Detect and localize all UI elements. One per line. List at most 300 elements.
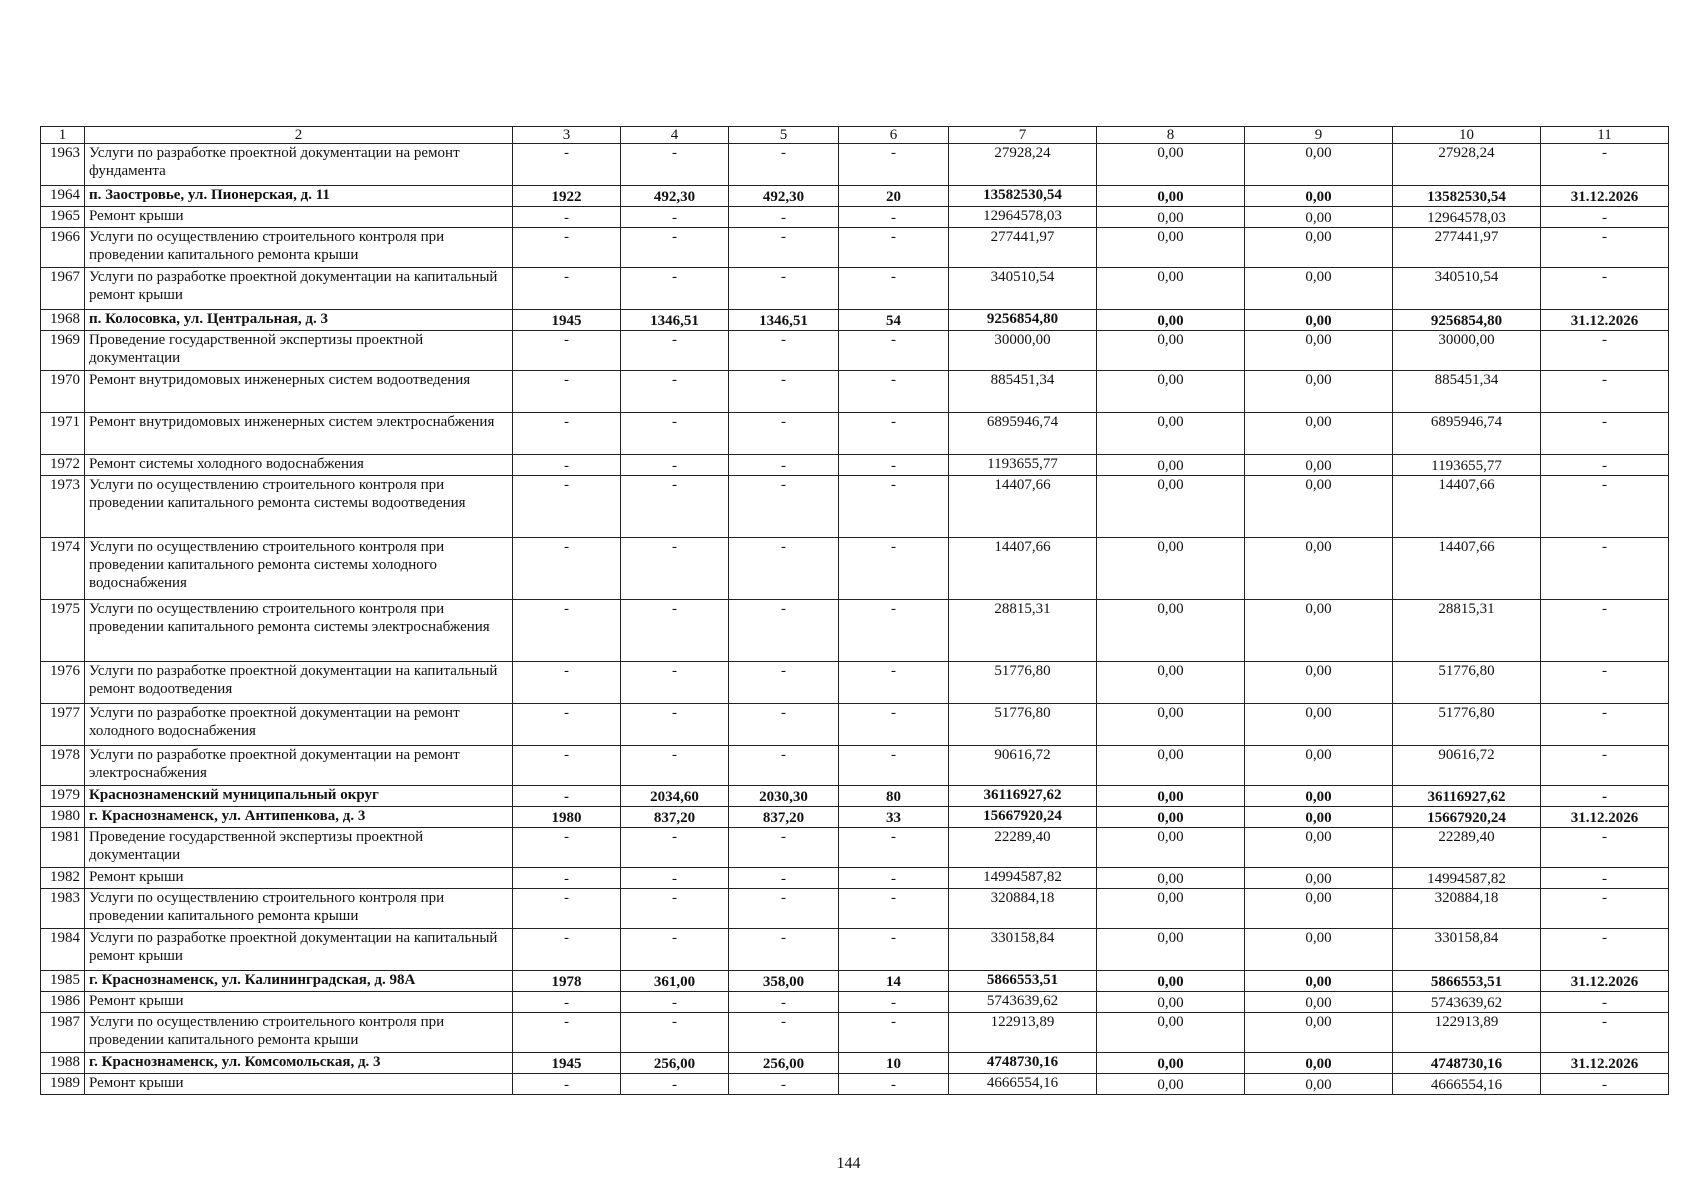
col10-cell: 4666554,16 bbox=[1393, 1074, 1541, 1095]
col4-cell: - bbox=[621, 1074, 729, 1095]
table-row bbox=[41, 268, 1669, 310]
col9-cell: 0,00 bbox=[1245, 310, 1393, 331]
work-name-cell: г. Краснознаменск, ул. Комсомольская, д. 3 bbox=[85, 1053, 513, 1074]
row-number-cell: 1988 bbox=[41, 1053, 85, 1074]
col4-cell: - bbox=[621, 207, 729, 228]
col6-cell: - bbox=[839, 476, 949, 538]
col9-cell: 0,00 bbox=[1245, 1053, 1393, 1074]
work-name-cell: Ремонт системы холодного водоснабжения bbox=[85, 455, 513, 476]
row-number-cell: 1986 bbox=[41, 992, 85, 1013]
col5-cell: - bbox=[729, 331, 839, 371]
col4-cell: 1346,51 bbox=[621, 310, 729, 331]
col10-cell: 51776,80 bbox=[1393, 704, 1541, 746]
col11-cell: - bbox=[1541, 828, 1669, 868]
row-number-cell: 1968 bbox=[41, 310, 85, 331]
work-name-cell: Услуги по осуществлению строительного контроля при проведении капитального ремонта крыши bbox=[85, 228, 513, 268]
col8-cell: 0,00 bbox=[1097, 144, 1245, 186]
col3-cell: 1922 bbox=[513, 186, 621, 207]
table-row bbox=[41, 600, 1669, 662]
col10-cell: 330158,84 bbox=[1393, 929, 1541, 971]
work-name-cell: Краснознаменский муниципальный округ bbox=[85, 786, 513, 807]
col6-cell: - bbox=[839, 868, 949, 889]
col4-cell: - bbox=[621, 662, 729, 704]
col4-cell: - bbox=[621, 331, 729, 371]
col6-cell: 33 bbox=[839, 807, 949, 828]
col7-cell: 9256854,80 bbox=[949, 310, 1097, 331]
col5-cell: 358,00 bbox=[729, 971, 839, 992]
col5-cell: - bbox=[729, 455, 839, 476]
col7-cell: 4748730,16 bbox=[949, 1053, 1097, 1074]
col3-cell: - bbox=[513, 455, 621, 476]
col3-cell: - bbox=[513, 889, 621, 929]
col5-cell: - bbox=[729, 828, 839, 868]
col3-cell: - bbox=[513, 992, 621, 1013]
col11-cell: - bbox=[1541, 929, 1669, 971]
table-row bbox=[41, 228, 1669, 268]
work-name-cell: Проведение государственной экспертизы проектной документации bbox=[85, 331, 513, 371]
col10-cell: 22289,40 bbox=[1393, 828, 1541, 868]
col4-cell: 256,00 bbox=[621, 1053, 729, 1074]
row-number-cell: 1971 bbox=[41, 413, 85, 455]
col3-cell: - bbox=[513, 413, 621, 455]
table-row bbox=[41, 455, 1669, 476]
page-number: 144 bbox=[836, 1155, 861, 1172]
row-number-cell: 1979 bbox=[41, 786, 85, 807]
col3-cell: - bbox=[513, 538, 621, 600]
col11-cell: - bbox=[1541, 538, 1669, 600]
row-number-cell: 1964 bbox=[41, 186, 85, 207]
table-row bbox=[41, 186, 1669, 207]
col7-cell: 51776,80 bbox=[949, 704, 1097, 746]
col6-cell: - bbox=[839, 889, 949, 929]
col6-cell: - bbox=[839, 144, 949, 186]
col3-cell: - bbox=[513, 868, 621, 889]
col9-cell: 0,00 bbox=[1245, 268, 1393, 310]
col5-cell: - bbox=[729, 889, 839, 929]
col3-cell: 1978 bbox=[513, 971, 621, 992]
col8-cell: 0,00 bbox=[1097, 828, 1245, 868]
col5-cell: - bbox=[729, 371, 839, 413]
table-row bbox=[41, 1013, 1669, 1053]
col8-cell: 0,00 bbox=[1097, 704, 1245, 746]
col11-cell: - bbox=[1541, 704, 1669, 746]
col9-cell: 0,00 bbox=[1245, 662, 1393, 704]
col6-cell: - bbox=[839, 929, 949, 971]
column-header: 2 bbox=[85, 127, 513, 144]
col9-cell: 0,00 bbox=[1245, 786, 1393, 807]
col3-cell: - bbox=[513, 476, 621, 538]
col10-cell: 320884,18 bbox=[1393, 889, 1541, 929]
col5-cell: - bbox=[729, 413, 839, 455]
col4-cell: 361,00 bbox=[621, 971, 729, 992]
row-number-cell: 1974 bbox=[41, 538, 85, 600]
col4-cell: - bbox=[621, 144, 729, 186]
col9-cell: 0,00 bbox=[1245, 538, 1393, 600]
col11-cell: - bbox=[1541, 1074, 1669, 1095]
col10-cell: 12964578,03 bbox=[1393, 207, 1541, 228]
work-name-cell: Ремонт крыши bbox=[85, 207, 513, 228]
col11-cell: 31.12.2026 bbox=[1541, 186, 1669, 207]
col7-cell: 28815,31 bbox=[949, 600, 1097, 662]
column-header: 5 bbox=[729, 127, 839, 144]
work-name-cell: Услуги по разработке проектной документации на ремонт фундамента bbox=[85, 144, 513, 186]
work-name-cell: Ремонт внутридомовых инженерных систем водоотведения bbox=[85, 371, 513, 413]
work-name-cell: Проведение государственной экспертизы проектной документации bbox=[85, 828, 513, 868]
row-number-cell: 1976 bbox=[41, 662, 85, 704]
table-row bbox=[41, 538, 1669, 600]
col4-cell: - bbox=[621, 828, 729, 868]
col10-cell: 9256854,80 bbox=[1393, 310, 1541, 331]
row-number-cell: 1965 bbox=[41, 207, 85, 228]
col11-cell: 31.12.2026 bbox=[1541, 310, 1669, 331]
table-row bbox=[41, 971, 1669, 992]
col5-cell: - bbox=[729, 476, 839, 538]
col6-cell: - bbox=[839, 268, 949, 310]
work-name-cell: Услуги по разработке проектной документации на капитальный ремонт крыши bbox=[85, 268, 513, 310]
col4-cell: - bbox=[621, 929, 729, 971]
col7-cell: 22289,40 bbox=[949, 828, 1097, 868]
col9-cell: 0,00 bbox=[1245, 207, 1393, 228]
col9-cell: 0,00 bbox=[1245, 868, 1393, 889]
work-name-cell: Услуги по осуществлению строительного контроля при проведении капитального ремонта системы холодного водоснабжения bbox=[85, 538, 513, 600]
col11-cell: - bbox=[1541, 889, 1669, 929]
col11-cell: - bbox=[1541, 144, 1669, 186]
col7-cell: 15667920,24 bbox=[949, 807, 1097, 828]
col9-cell: 0,00 bbox=[1245, 704, 1393, 746]
row-number-cell: 1987 bbox=[41, 1013, 85, 1053]
work-name-cell: Ремонт внутридомовых инженерных систем электроснабжения bbox=[85, 413, 513, 455]
table-row bbox=[41, 144, 1669, 186]
col10-cell: 36116927,62 bbox=[1393, 786, 1541, 807]
col5-cell: - bbox=[729, 992, 839, 1013]
col8-cell: 0,00 bbox=[1097, 807, 1245, 828]
col5-cell: - bbox=[729, 538, 839, 600]
work-name-cell: г. Краснознаменск, ул. Калининградская, д. 98А bbox=[85, 971, 513, 992]
col4-cell: - bbox=[621, 600, 729, 662]
col7-cell: 5743639,62 bbox=[949, 992, 1097, 1013]
col6-cell: - bbox=[839, 746, 949, 786]
col3-cell: - bbox=[513, 600, 621, 662]
col6-cell: 14 bbox=[839, 971, 949, 992]
work-name-cell: Ремонт крыши bbox=[85, 1074, 513, 1095]
col11-cell: 31.12.2026 bbox=[1541, 1053, 1669, 1074]
col11-cell: - bbox=[1541, 455, 1669, 476]
col10-cell: 4748730,16 bbox=[1393, 1053, 1541, 1074]
table-row bbox=[41, 1074, 1669, 1095]
col5-cell: 837,20 bbox=[729, 807, 839, 828]
col7-cell: 1193655,77 bbox=[949, 455, 1097, 476]
work-name-cell: Услуги по осуществлению строительного контроля при проведении капитального ремонта крыши bbox=[85, 889, 513, 929]
col11-cell: - bbox=[1541, 746, 1669, 786]
col3-cell: - bbox=[513, 228, 621, 268]
col6-cell: - bbox=[839, 1074, 949, 1095]
col3-cell: 1980 bbox=[513, 807, 621, 828]
table-row bbox=[41, 662, 1669, 704]
col4-cell: - bbox=[621, 868, 729, 889]
col5-cell: - bbox=[729, 662, 839, 704]
col9-cell: 0,00 bbox=[1245, 929, 1393, 971]
col7-cell: 14994587,82 bbox=[949, 868, 1097, 889]
col3-cell: - bbox=[513, 268, 621, 310]
col11-cell: - bbox=[1541, 331, 1669, 371]
row-number-cell: 1972 bbox=[41, 455, 85, 476]
col9-cell: 0,00 bbox=[1245, 476, 1393, 538]
col6-cell: 80 bbox=[839, 786, 949, 807]
col6-cell: - bbox=[839, 207, 949, 228]
col7-cell: 885451,34 bbox=[949, 371, 1097, 413]
col8-cell: 0,00 bbox=[1097, 868, 1245, 889]
column-header-row bbox=[41, 127, 1669, 144]
col10-cell: 30000,00 bbox=[1393, 331, 1541, 371]
col5-cell: 1346,51 bbox=[729, 310, 839, 331]
row-number-cell: 1981 bbox=[41, 828, 85, 868]
col10-cell: 122913,89 bbox=[1393, 1013, 1541, 1053]
col11-cell: - bbox=[1541, 992, 1669, 1013]
col4-cell: 2034,60 bbox=[621, 786, 729, 807]
work-name-cell: Услуги по осуществлению строительного контроля при проведении капитального ремонта системы электроснабжения bbox=[85, 600, 513, 662]
work-name-cell: п. Колосовка, ул. Центральная, д. 3 bbox=[85, 310, 513, 331]
col10-cell: 14994587,82 bbox=[1393, 868, 1541, 889]
col8-cell: 0,00 bbox=[1097, 207, 1245, 228]
col7-cell: 14407,66 bbox=[949, 538, 1097, 600]
row-number-cell: 1963 bbox=[41, 144, 85, 186]
table-row bbox=[41, 371, 1669, 413]
table-row bbox=[41, 807, 1669, 828]
col11-cell: - bbox=[1541, 228, 1669, 268]
work-name-cell: Услуги по разработке проектной документации на ремонт холодного водоснабжения bbox=[85, 704, 513, 746]
row-number-cell: 1975 bbox=[41, 600, 85, 662]
col5-cell: 256,00 bbox=[729, 1053, 839, 1074]
col8-cell: 0,00 bbox=[1097, 1074, 1245, 1095]
col6-cell: - bbox=[839, 1013, 949, 1053]
table-row bbox=[41, 476, 1669, 538]
col8-cell: 0,00 bbox=[1097, 538, 1245, 600]
col3-cell: 1945 bbox=[513, 310, 621, 331]
col4-cell: - bbox=[621, 992, 729, 1013]
work-name-cell: Ремонт крыши bbox=[85, 992, 513, 1013]
col6-cell: - bbox=[839, 704, 949, 746]
col10-cell: 1193655,77 bbox=[1393, 455, 1541, 476]
col6-cell: - bbox=[839, 331, 949, 371]
row-number-cell: 1982 bbox=[41, 868, 85, 889]
col11-cell: 31.12.2026 bbox=[1541, 807, 1669, 828]
col10-cell: 14407,66 bbox=[1393, 476, 1541, 538]
table-row bbox=[41, 310, 1669, 331]
column-header: 11 bbox=[1541, 127, 1669, 144]
col5-cell: - bbox=[729, 268, 839, 310]
col8-cell: 0,00 bbox=[1097, 186, 1245, 207]
column-header: 3 bbox=[513, 127, 621, 144]
col6-cell: - bbox=[839, 662, 949, 704]
col3-cell: - bbox=[513, 144, 621, 186]
table-row bbox=[41, 868, 1669, 889]
table-row bbox=[41, 1053, 1669, 1074]
table-row bbox=[41, 746, 1669, 786]
col3-cell: 1945 bbox=[513, 1053, 621, 1074]
col5-cell: - bbox=[729, 1013, 839, 1053]
row-number-cell: 1989 bbox=[41, 1074, 85, 1095]
col6-cell: - bbox=[839, 371, 949, 413]
col8-cell: 0,00 bbox=[1097, 455, 1245, 476]
col10-cell: 340510,54 bbox=[1393, 268, 1541, 310]
col3-cell: - bbox=[513, 207, 621, 228]
col11-cell: - bbox=[1541, 786, 1669, 807]
row-number-cell: 1983 bbox=[41, 889, 85, 929]
table-row bbox=[41, 704, 1669, 746]
table-row bbox=[41, 929, 1669, 971]
col8-cell: 0,00 bbox=[1097, 413, 1245, 455]
table-row bbox=[41, 331, 1669, 371]
row-number-cell: 1966 bbox=[41, 228, 85, 268]
col3-cell: - bbox=[513, 1074, 621, 1095]
col6-cell: - bbox=[839, 538, 949, 600]
col10-cell: 14407,66 bbox=[1393, 538, 1541, 600]
column-header: 4 bbox=[621, 127, 729, 144]
col3-cell: - bbox=[513, 662, 621, 704]
col7-cell: 122913,89 bbox=[949, 1013, 1097, 1053]
col7-cell: 4666554,16 bbox=[949, 1074, 1097, 1095]
col10-cell: 28815,31 bbox=[1393, 600, 1541, 662]
col7-cell: 14407,66 bbox=[949, 476, 1097, 538]
row-number-cell: 1970 bbox=[41, 371, 85, 413]
col7-cell: 30000,00 bbox=[949, 331, 1097, 371]
col6-cell: 10 bbox=[839, 1053, 949, 1074]
col5-cell: 492,30 bbox=[729, 186, 839, 207]
col10-cell: 885451,34 bbox=[1393, 371, 1541, 413]
col3-cell: - bbox=[513, 746, 621, 786]
row-number-cell: 1969 bbox=[41, 331, 85, 371]
data-table bbox=[40, 126, 1669, 1095]
col10-cell: 6895946,74 bbox=[1393, 413, 1541, 455]
col7-cell: 13582530,54 bbox=[949, 186, 1097, 207]
col4-cell: - bbox=[621, 268, 729, 310]
col10-cell: 51776,80 bbox=[1393, 662, 1541, 704]
row-number-cell: 1967 bbox=[41, 268, 85, 310]
col9-cell: 0,00 bbox=[1245, 455, 1393, 476]
col11-cell: - bbox=[1541, 600, 1669, 662]
col3-cell: - bbox=[513, 786, 621, 807]
column-header: 9 bbox=[1245, 127, 1393, 144]
col8-cell: 0,00 bbox=[1097, 889, 1245, 929]
col6-cell: - bbox=[839, 455, 949, 476]
col9-cell: 0,00 bbox=[1245, 1013, 1393, 1053]
row-number-cell: 1985 bbox=[41, 971, 85, 992]
col8-cell: 0,00 bbox=[1097, 1053, 1245, 1074]
col5-cell: - bbox=[729, 228, 839, 268]
col3-cell: - bbox=[513, 371, 621, 413]
col10-cell: 5866553,51 bbox=[1393, 971, 1541, 992]
work-name-cell: г. Краснознаменск, ул. Антипенкова, д. 3 bbox=[85, 807, 513, 828]
work-name-cell: Услуги по осуществлению строительного контроля при проведении капитального ремонта системы водоотведения bbox=[85, 476, 513, 538]
col7-cell: 340510,54 bbox=[949, 268, 1097, 310]
col5-cell: - bbox=[729, 144, 839, 186]
column-header: 7 bbox=[949, 127, 1097, 144]
col6-cell: 20 bbox=[839, 186, 949, 207]
col4-cell: - bbox=[621, 538, 729, 600]
col6-cell: - bbox=[839, 600, 949, 662]
col8-cell: 0,00 bbox=[1097, 746, 1245, 786]
row-number-cell: 1973 bbox=[41, 476, 85, 538]
col7-cell: 277441,97 bbox=[949, 228, 1097, 268]
col9-cell: 0,00 bbox=[1245, 889, 1393, 929]
col8-cell: 0,00 bbox=[1097, 476, 1245, 538]
col4-cell: - bbox=[621, 889, 729, 929]
col11-cell: - bbox=[1541, 476, 1669, 538]
col9-cell: 0,00 bbox=[1245, 186, 1393, 207]
col11-cell: - bbox=[1541, 413, 1669, 455]
column-header: 8 bbox=[1097, 127, 1245, 144]
col7-cell: 6895946,74 bbox=[949, 413, 1097, 455]
col11-cell: - bbox=[1541, 268, 1669, 310]
col3-cell: - bbox=[513, 704, 621, 746]
col11-cell: - bbox=[1541, 662, 1669, 704]
col11-cell: - bbox=[1541, 1013, 1669, 1053]
col5-cell: 2030,30 bbox=[729, 786, 839, 807]
col8-cell: 0,00 bbox=[1097, 786, 1245, 807]
col3-cell: - bbox=[513, 828, 621, 868]
col8-cell: 0,00 bbox=[1097, 331, 1245, 371]
col11-cell: - bbox=[1541, 371, 1669, 413]
col8-cell: 0,00 bbox=[1097, 268, 1245, 310]
table-row bbox=[41, 786, 1669, 807]
col8-cell: 0,00 bbox=[1097, 971, 1245, 992]
col8-cell: 0,00 bbox=[1097, 992, 1245, 1013]
work-name-cell: Ремонт крыши bbox=[85, 868, 513, 889]
col4-cell: - bbox=[621, 476, 729, 538]
col6-cell: - bbox=[839, 228, 949, 268]
col4-cell: - bbox=[621, 746, 729, 786]
col9-cell: 0,00 bbox=[1245, 413, 1393, 455]
col5-cell: - bbox=[729, 600, 839, 662]
column-header: 10 bbox=[1393, 127, 1541, 144]
col7-cell: 27928,24 bbox=[949, 144, 1097, 186]
col9-cell: 0,00 bbox=[1245, 992, 1393, 1013]
col8-cell: 0,00 bbox=[1097, 929, 1245, 971]
col7-cell: 320884,18 bbox=[949, 889, 1097, 929]
col7-cell: 36116927,62 bbox=[949, 786, 1097, 807]
work-name-cell: п. Заостровье, ул. Пионерская, д. 11 bbox=[85, 186, 513, 207]
col10-cell: 90616,72 bbox=[1393, 746, 1541, 786]
col5-cell: - bbox=[729, 868, 839, 889]
col7-cell: 330158,84 bbox=[949, 929, 1097, 971]
col3-cell: - bbox=[513, 331, 621, 371]
col11-cell: - bbox=[1541, 868, 1669, 889]
col11-cell: 31.12.2026 bbox=[1541, 971, 1669, 992]
col5-cell: - bbox=[729, 929, 839, 971]
col5-cell: - bbox=[729, 746, 839, 786]
col9-cell: 0,00 bbox=[1245, 600, 1393, 662]
col9-cell: 0,00 bbox=[1245, 971, 1393, 992]
table-row bbox=[41, 413, 1669, 455]
col8-cell: 0,00 bbox=[1097, 662, 1245, 704]
col9-cell: 0,00 bbox=[1245, 228, 1393, 268]
col10-cell: 5743639,62 bbox=[1393, 992, 1541, 1013]
col4-cell: - bbox=[621, 704, 729, 746]
col7-cell: 90616,72 bbox=[949, 746, 1097, 786]
work-name-cell: Услуги по разработке проектной документации на ремонт электроснабжения bbox=[85, 746, 513, 786]
col4-cell: - bbox=[621, 1013, 729, 1053]
col6-cell: - bbox=[839, 413, 949, 455]
table-row bbox=[41, 889, 1669, 929]
col8-cell: 0,00 bbox=[1097, 228, 1245, 268]
col10-cell: 277441,97 bbox=[1393, 228, 1541, 268]
col6-cell: - bbox=[839, 828, 949, 868]
table-row bbox=[41, 828, 1669, 868]
col9-cell: 0,00 bbox=[1245, 807, 1393, 828]
col7-cell: 51776,80 bbox=[949, 662, 1097, 704]
col9-cell: 0,00 bbox=[1245, 144, 1393, 186]
col9-cell: 0,00 bbox=[1245, 371, 1393, 413]
